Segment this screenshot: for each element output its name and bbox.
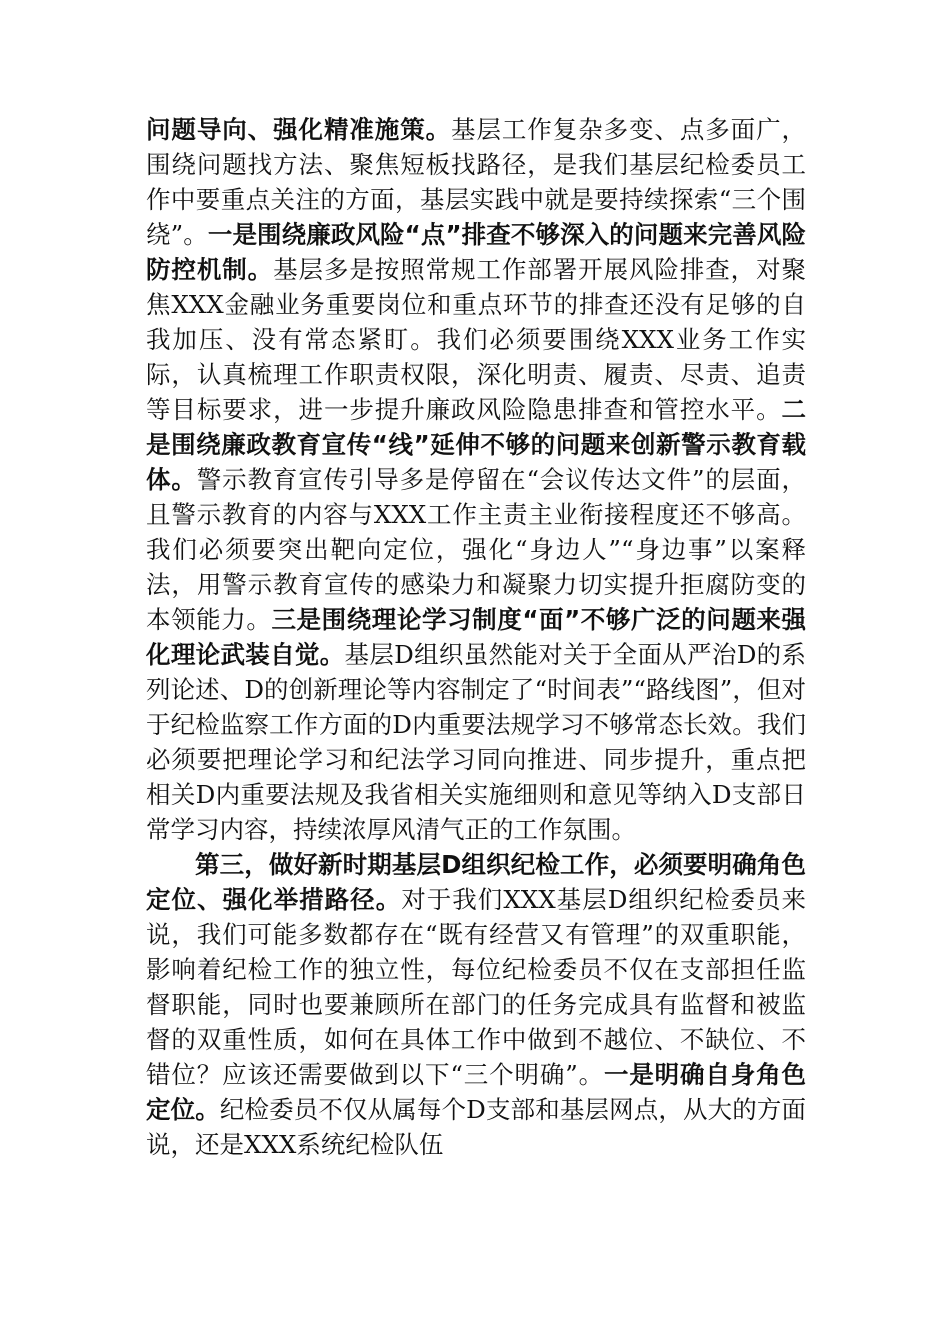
bold-heading: 二是围绕廉政教育宣传“线”延伸不够的问题来创新警示教育载体。 bbox=[146, 395, 806, 494]
document-body bbox=[146, 112, 806, 1162]
body-text: 基层多是按照常规工作部署开展风险排查，对聚焦XXX金融业务重要岗位和重点环节的排查还没有足够的自我加压、没有常态紧盯。我们必须要围绕XXX业务工作实际，认真梳理工作职责权限，深化明责、履责、尽责、追责等目标要求，进一步提升廉政风险隐患排查和管控水平。 bbox=[146, 255, 807, 424]
paragraph bbox=[146, 112, 806, 847]
body-text: 警示教育宣传引导多是停留在“会议传达文件”的层面，且警示教育的内容与XXX工作主责主业衔接程度还不够高。我们必须要突出靶向定位，强化“身边人”“身边事”以案释法，用警示教育宣传的感染力和凝聚力切实提升拒腐防变的本领能力。 bbox=[146, 465, 806, 634]
bold-heading: 第三，做好新时期基层D组织纪检工作，必须要明确角色定位、强化举措路径。 bbox=[146, 850, 806, 914]
bold-heading: 一是围绕廉政风险“点”排查不够深入的问题来完善风险防控机制。 bbox=[146, 220, 807, 284]
body-text: 基层工作复杂多变、点多面广，围绕问题找方法、聚焦短板找路径，是我们基层纪检委员工作中要重点关注的方面，基层实践中就是要持续探索“三个围绕”。 bbox=[146, 115, 807, 249]
bold-heading: 三是围绕理论学习制度“面”不够广泛的问题来强化理论武装自觉。 bbox=[146, 605, 807, 669]
paragraph bbox=[146, 847, 806, 1162]
body-text: 对于我们XXX基层D组织纪检委员来说，我们可能多数都存在“既有经营又有管理”的双重职能，影响着纪检工作的独立性，每位纪检委员不仅在支部担任监督职能，同时也要兼顾所在部门的任务完成具有监督和被监督的双重性质，如何在具体工作中做到不越位、不缺位、不错位？应该还需要做到以下“三个明确”。 bbox=[146, 885, 807, 1089]
body-text: 纪检委员不仅从属每个D支部和基层网点，从大的方面说，还是XXX系统纪检队伍 bbox=[146, 1095, 807, 1159]
bold-heading: 问题导向、强化精准施策。 bbox=[146, 115, 452, 144]
bold-heading: 一是明确自身角色定位。 bbox=[146, 1060, 806, 1124]
body-text: 基层D组织虽然能对关于全面从严治D的系列论述、D的创新理论等内容制定了“时间表”“路线图”，但对于纪检监察工作方面的D内重要法规学习不够常态长效。我们必须要把理论学习和纪法学习同向推进、同步提升，重点把相关D内重要法规及我省相关实施细则和意见等纳入D支部日常学习内容，持续浓厚风清气正的工作氛围。 bbox=[146, 640, 806, 844]
